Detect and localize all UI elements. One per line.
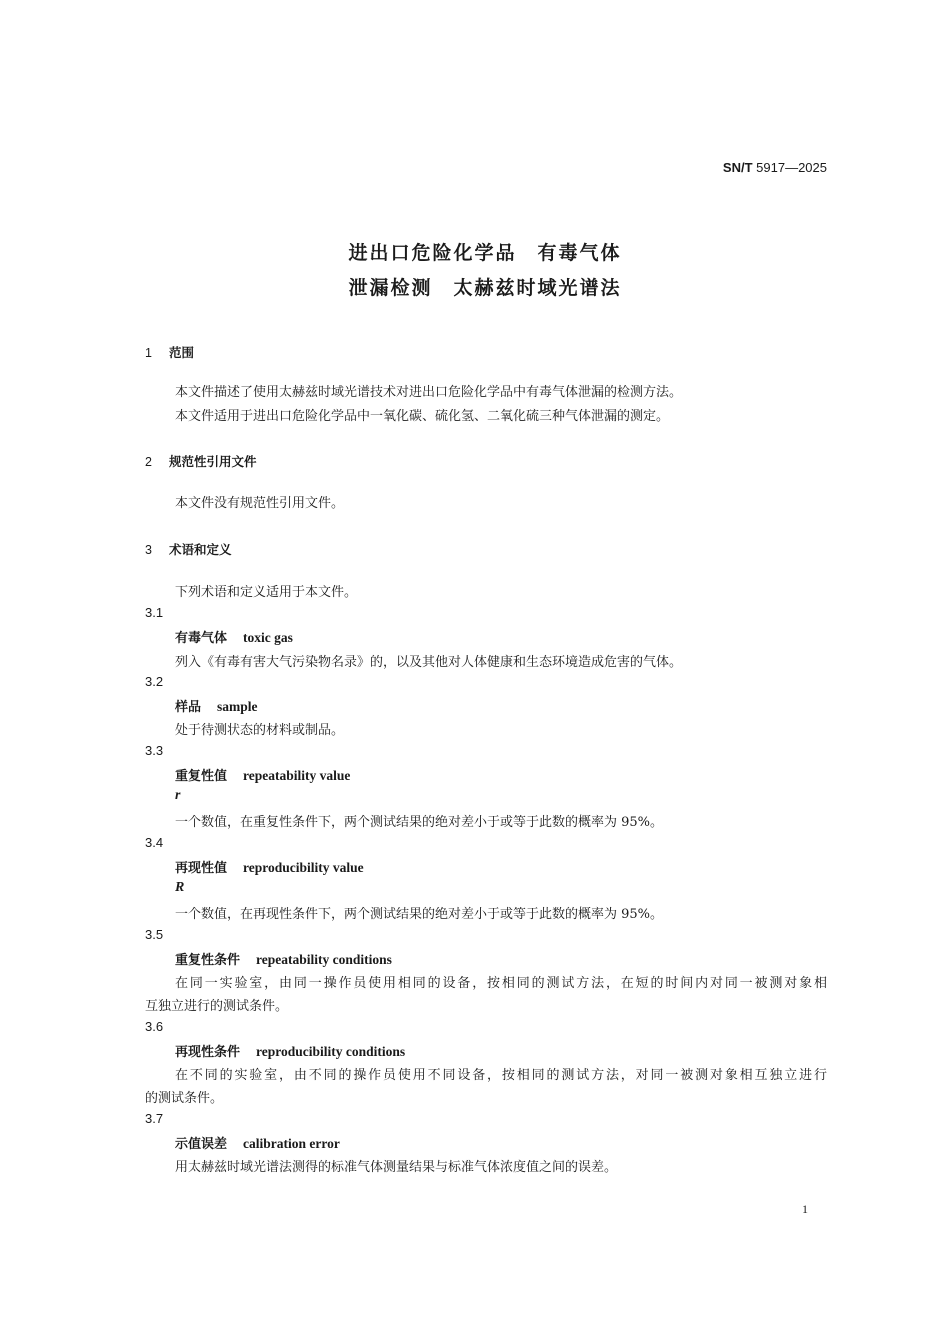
term-en: sample [217,699,258,714]
term-entry [175,1133,340,1152]
term-zh: 重复性条件 [175,953,241,968]
term-definition: 在同一实验室，由同一操作员使用相同的设备，按相同的测试方法，在短的时间内对同一被测对象相 [175,976,827,991]
term-entry [175,627,293,646]
term-zh: 有毒气体 [175,631,228,646]
standard-number [723,160,827,175]
term-definition: 在不同的实验室，由不同的操作员使用不同设备，按相同的测试方法，对同一被测对象相互独立进行 [175,1068,827,1083]
term-en: calibration error [243,1136,340,1151]
term-definition: 一个数值，在重复性条件下，两个测试结果的绝对差小于或等于此数的概率为 95%。 [175,815,664,830]
term-symbol: R [175,880,185,895]
paragraph: 下列术语和定义适用于本文件。 [175,585,358,600]
clause-number: 3.4 [145,835,164,850]
term-zh: 再现性条件 [175,1045,241,1060]
document-title-line-1: 进出口危险化学品 有毒气体 [348,242,622,264]
term-zh: 再现性值 [175,861,228,876]
section-number: 3 [145,543,152,557]
term-definition: 一个数值，在再现性条件下，两个测试结果的绝对差小于或等于此数的概率为 95%。 [175,907,664,922]
section-heading [145,452,257,470]
section-title: 术语和定义 [169,542,232,557]
term-entry [175,857,364,876]
term-en: repeatability conditions [256,952,392,967]
paragraph: 本文件没有规范性引用文件。 [175,496,345,511]
term-entry [175,765,350,784]
clause-number: 3.2 [145,674,164,689]
term-entry [175,696,258,715]
term-zh: 样品 [175,700,202,715]
standard-code: 5917—2025 [756,160,827,175]
term-definition: 列入《有毒有害大气污染物名录》的，以及其他对人体健康和生态环境造成危害的气体。 [175,655,683,670]
section-title: 范围 [169,345,195,360]
term-en: repeatability value [243,768,351,783]
clause-number: 3.7 [145,1111,164,1126]
section-heading [145,540,232,558]
term-en: reproducibility conditions [256,1044,406,1059]
standard-prefix: SN/T [722,160,753,175]
term-en: toxic gas [243,630,293,645]
term-definition-continued: 互独立进行的测试条件。 [145,999,289,1014]
document-title-line-2: 泄漏检测 太赫兹时域光谱法 [348,277,622,299]
term-symbol: r [175,788,181,803]
term-definition: 用太赫兹时域光谱法测得的标准气体测量结果与标准气体浓度值之间的误差。 [175,1160,618,1175]
term-en: reproducibility value [243,860,364,875]
term-zh: 重复性值 [175,769,228,784]
paragraph: 本文件适用于进出口危险化学品中一氧化碳、硫化氢、二氧化硫三种气体泄漏的测定。 [175,409,670,424]
section-number: 1 [145,346,152,360]
clause-number: 3.3 [145,743,164,758]
term-zh: 示值误差 [175,1137,228,1152]
term-entry [175,949,392,968]
clause-number: 3.5 [145,927,164,942]
paragraph: 本文件描述了使用太赫兹时域光谱技术对进出口危险化学品中有毒气体泄漏的检测方法。 [175,385,683,400]
section-title: 规范性引用文件 [169,454,257,469]
page-number: 1 [802,1202,808,1216]
clause-number: 3.1 [145,605,164,620]
term-definition: 处于待测状态的材料或制品。 [175,723,345,738]
term-entry [175,1041,405,1060]
clause-number: 3.6 [145,1019,164,1034]
section-number: 2 [145,455,152,469]
term-definition-continued: 的测试条件。 [145,1091,224,1106]
section-heading [145,343,194,361]
